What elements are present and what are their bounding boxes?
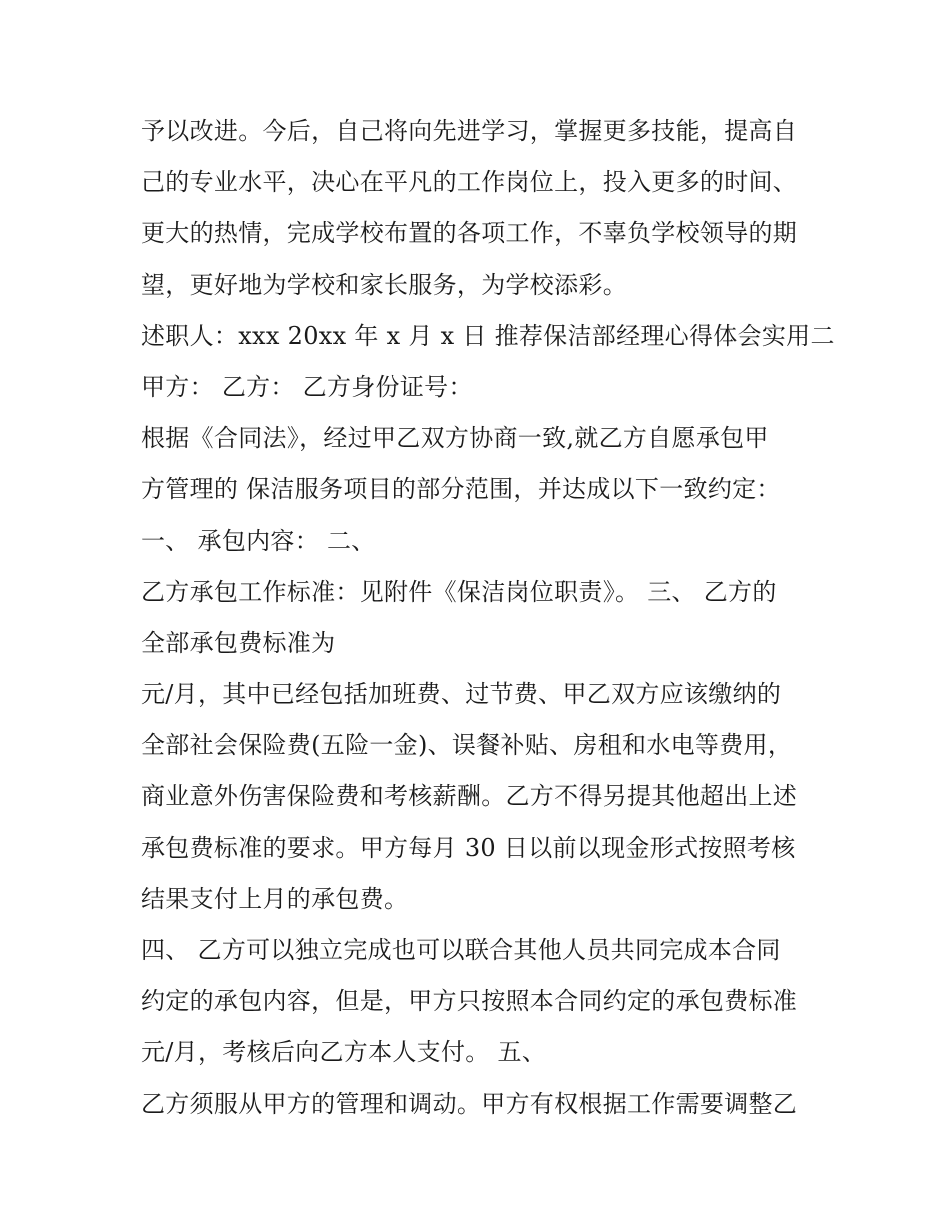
text-line: 方管理的 保洁服务项目的部分范围，并达成以下一致约定： [141,475,781,504]
text-line: 元/月，其中已经包括加班费、过节费、甲乙双方应该缴纳的 [141,680,782,709]
text-line: 四、 乙方可以独立完成也可以联合其他人员共同完成本合同 [141,936,781,964]
text-line: 全部承包费标准为 [141,628,336,657]
document-body [141,106,835,1130]
text-line: 元/月，考核后向乙方本人支付。 五、 [141,1038,547,1067]
text-line: 述职人：xxx 20xx 年 x 月 x 日 推荐保洁部经理心得体会实用二 [141,321,835,350]
text-line: 结果支付上月的承包费。 [141,884,409,913]
text-line: 更大的热情，完成学校布置的各项工作，不辜负学校领导的期 [141,219,798,248]
text-line: 全部社会保险费(五险一金)、误餐补贴、房租和水电等费用， [141,731,793,760]
text-line: 一、 承包内容： 二、 [141,526,376,555]
text-line: 商业意外伤害保险费和考核薪酬。乙方不得另提其他超出上述 [141,782,798,811]
text-line: 甲方： 乙方： 乙方身份证号： [141,372,473,401]
text-line: 予以改进。今后，自己将向先进学习，掌握更多技能，提高自 [141,117,798,145]
text-line: 根据《合同法》，经过甲乙双方协商一致,就乙方自愿承包甲 [141,424,769,453]
text-line: 己的专业水平，决心在平凡的工作岗位上，投入更多的时间、 [141,168,798,197]
text-line: 约定的承包内容，但是，甲方只按照本合同约定的承包费标准 [141,987,798,1016]
text-line: 承包费标准的要求。甲方每月 30 日以前以现金形式按照考核 [141,833,796,862]
text-line: 望，更好地为学校和家长服务，为学校添彩。 [141,270,627,299]
text-line: 乙方须服从甲方的管理和调动。甲方有权根据工作需要调整乙 [141,1089,798,1118]
text-line: 乙方承包工作标准：见附件《保洁岗位职责》。 三、 乙方的 [141,577,777,606]
